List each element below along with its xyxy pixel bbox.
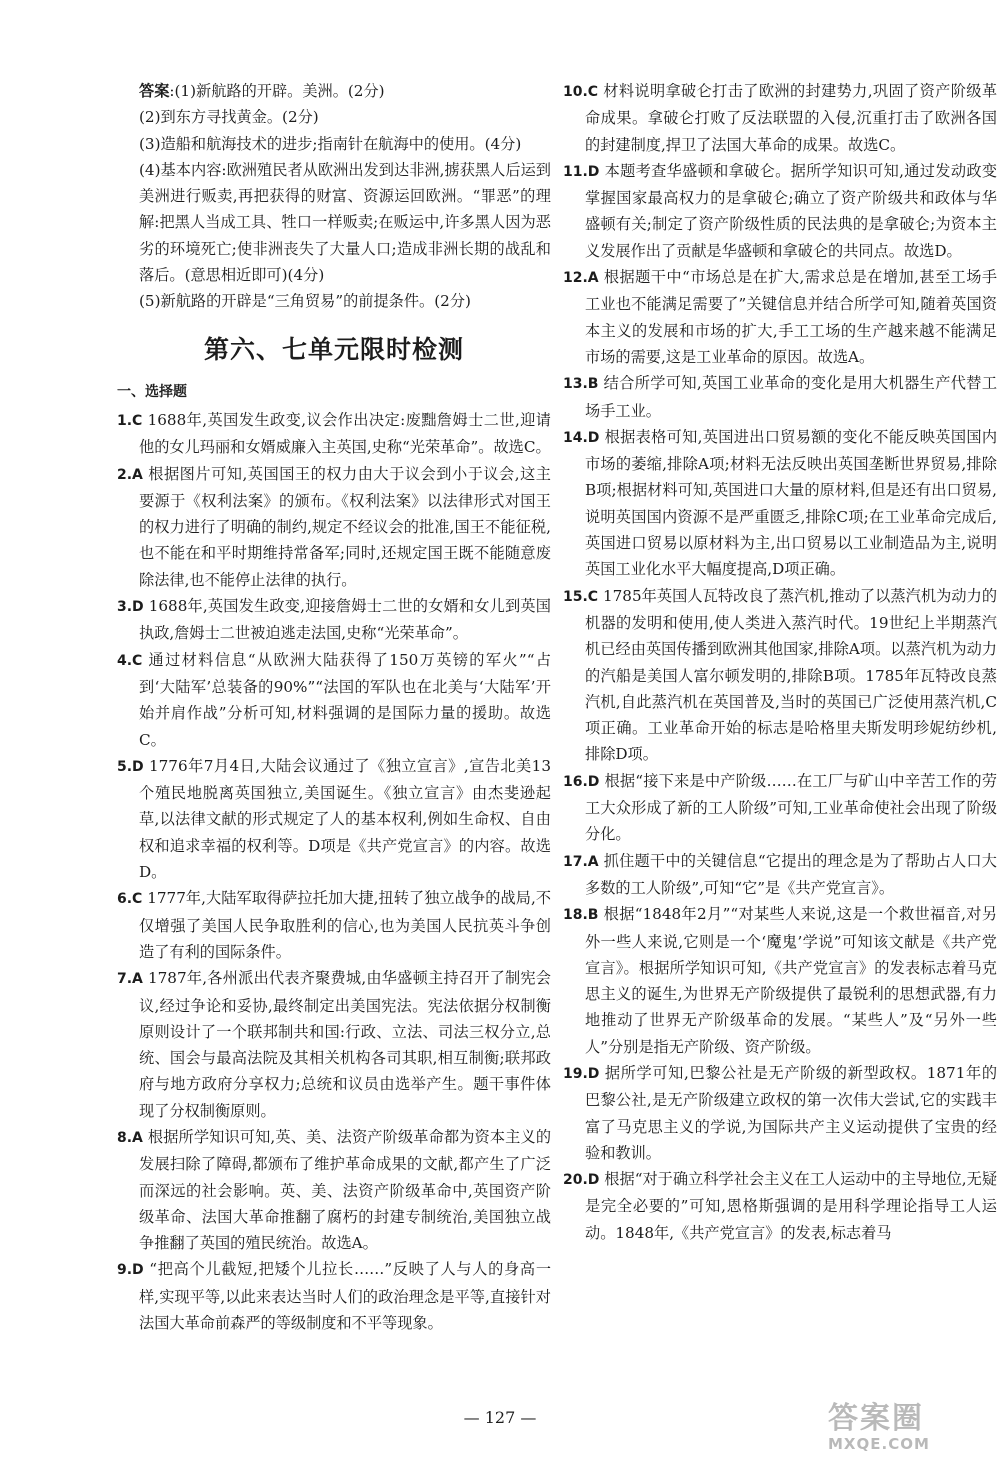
question-item: 6.C 1777年,大陆军取得萨拉托加大捷,扭转了独立战争的战局,不仅增强了美国人民争取胜利的信心,也为美国人民抗英斗争创造了有利的国际条件。: [117, 889, 552, 961]
left-question-list: [117, 407, 551, 1336]
question-item: 1.C 1688年,英国发生政变,议会作出决定:废黜詹姆士二世,迎请他的女儿玛丽和女婿威廉入主英国,史称“光荣革命”。故选C。: [117, 410, 551, 457]
page-number: — 127 —: [463, 1408, 537, 1427]
right-column: [563, 78, 997, 1246]
answer-line: (3)造船和航海技术的进步;指南针在航海中的使用。(4分): [139, 134, 522, 153]
watermark-url: MXQE.COM: [828, 1435, 930, 1453]
question-item: 2.A 根据图片可知,英国国王的权力由大于议会到小于议会,这主要源于《权利法案》的颁布。《权利法案》以法律形式对国王的权力进行了明确的制约,规定不经议会的批准,国王不能征税,也不能在和平时期维持常备军;同时,还规定国王既不能随意废除法律,也不能停止法律的执行。: [117, 464, 551, 589]
question-item: 4.C 通过材料信息“从欧洲大陆获得了150万英镑的军火”“占到‘大陆军’总装备的90%”“法国的军队也在北美与‘大陆军’开始并肩作战”分析可知,材料强调的是国际力量的援助。故选C。: [117, 650, 552, 749]
section-heading: 一、选择题: [117, 383, 187, 400]
answer-line: (4)基本内容:欧洲殖民者从欧洲出发到达非洲,掳获黑人后运到美洲进行贩卖,再把获得的财富、资源运回欧洲。“罪恶”的理解:把黑人当成工具、牲口一样贩卖;在贩运中,许多黑人因为恶劣的环境死亡;使非洲丧失了大量人口;造成非洲长期的战乱和落后。(意思相近即可)(4分): [139, 160, 551, 285]
question-item: 5.D 1776年7月4日,大陆会议通过了《独立宣言》,宣告北美13个殖民地脱离英国独立,美国诞生。《独立宣言》由杰斐逊起草,以法律文献的形式规定了人的基本权利,例如生命权、自由权和追求幸福的权利等。D项是《共产党宣言》的内容。故选D。: [117, 756, 551, 882]
section-title: 第六、七单元限时检测: [203, 334, 464, 364]
watermark-text: 答案圈: [828, 1401, 924, 1436]
question-item: 13.B 结合所学可知,英国工业革命的变化是用大机器生产代替工场手工业。: [563, 374, 998, 420]
left-column: [117, 78, 551, 1336]
question-item: 10.C 材料说明拿破仑打击了欧洲的封建势力,巩固了资产阶级革命成果。拿破仑打败了反法联盟的入侵,沉重打击了欧洲各国的封建制度,捍卫了法国大革命的成果。故选C。: [563, 82, 998, 154]
answer-line: (5)新航路的开辟是“三角贸易”的前提条件。(2分): [139, 292, 471, 311]
question-item: 18.B 根据“1848年2月”“对某些人来说,这是一个救世福音,对另外一些人来说,它则是一个‘魔鬼’学说”可知该文献是《共产党宣言》。根据所学知识可知,《共产党宣言》的发表标志着马克思主义的诞生,为世界无产阶级提供了最锐利的思想武器,有力地推动了世界无产阶级革命的发展。“某些人”及“另外一些人”分别是指无产阶级、资产阶级。: [563, 905, 998, 1056]
question-item: 15.C 1785年英国人瓦特改良了蒸汽机,推动了以蒸汽机为动力的机器的发明和使用,使人类进入蒸汽时代。19世纪上半期蒸汽机已经由英国传播到欧洲其他国家,排除A项。以蒸汽机为动力的汽船是美国人富尔顿发明的,排除B项。1785年瓦特改良蒸汽机,自此蒸汽机在英国普及,当时的英国已广泛使用蒸汽机,C项正确。工业革命开始的标志是哈格里夫斯发明珍妮纺纱机,排除D项。: [563, 586, 998, 764]
answer-line: 答案:(1)新航路的开辟。美洲。(2分): [139, 82, 385, 100]
question-item: 16.D 根据“接下来是中产阶级……在工厂与矿山中辛苦工作的劳工大众形成了新的工人阶级”可知,工业革命使社会出现了阶级分化。: [563, 771, 998, 844]
answer-line: (2)到东方寻找黄金。(2分): [139, 108, 319, 127]
question-item: 9.D “把高个儿截短,把矮个儿拉长……”反映了人与人的身高一样,实现平等,以此来表达当时人们的政治理念是平等,直接针对法国大革命前森严的等级制度和不平等现象。: [117, 1260, 552, 1333]
question-item: 12.A 根据题干中“市场总是在扩大,需求总是在增加,甚至工场手工业也不能满足需要了”关键信息并结合所学可知,随着英国资本主义的发展和市场的扩大,手工工场的生产越来越不能满足市场的需要,这是工业革命的原因。故选A。: [563, 268, 998, 366]
question-item: 7.A 1787年,各州派出代表齐聚费城,由华盛顿主持召开了制宪会议,经过争论和妥协,最终制定出美国宪法。宪法依据分权制衡原则设计了一个联邦制共和国:行政、立法、司法三权分立,总统、国会与最高法院及其相关机构各司其职,相互制衡;联邦政府与地方政府分享权力;总统和议员由选举产生。题干事件体现了分权制衡原则。: [117, 969, 551, 1120]
answer-label: 答案: [139, 82, 170, 100]
answer-block: [117, 78, 551, 315]
question-item: 17.A 抓住题干中的关键信息“它提出的理念是为了帮助占人口大多数的工人阶级”,可知“它”是《共产党宣言》。: [563, 851, 997, 897]
question-item: 8.A 根据所学知识可知,英、美、法资产阶级革命都为资本主义的发展扫除了障碍,都颁布了维护革命成果的文献,都产生了广泛而深远的社会影响。英、美、法资产阶级革命中,英国资产阶级革命、法国大革命推翻了腐朽的封建专制统治,美国独立战争推翻了英国的殖民统治。故选A。: [117, 1127, 552, 1253]
question-item: 20.D 根据“对于确立科学社会主义在工人运动中的主导地位,无疑是完全必要的”可知,恩格斯强调的是用科学理论指导工人运动。1848年,《共产党宣言》的发表,标志着马: [563, 1170, 998, 1242]
question-item: 11.D 本题考查华盛顿和拿破仑。据所学知识可知,通过发动政变掌握国家最高权力的是拿破仑;确立了资产阶级共和政体与华盛顿有关;制定了资产阶级性质的民法典的是拿破仑;为资本主义发展作出了贡献是华盛顿和拿破仑的共同点。故选D。: [563, 161, 998, 260]
watermark-logo: [828, 1402, 978, 1454]
question-item: 19.D 据所学可知,巴黎公社是无产阶级的新型政权。1871年的巴黎公社,是无产阶级建立政权的第一次伟大尝试,它的实践丰富了马克思主义的学说,为国际共产主义运动提供了宝贵的经验和教训。: [563, 1063, 998, 1162]
question-item: 14.D 根据表格可知,英国进出口贸易额的变化不能反映英国国内市场的萎缩,排除A项;材料无法反映出英国垄断世界贸易,排除B项;根据材料可知,英国进口大量的原材料,但是还有出口贸易,说明英国国内资源不是严重匮乏,排除C项;在工业革命完成后,英国进口贸易以原材料为主,出口贸易以工业制造品为主,说明英国工业化水平大幅度提高,D项正确。: [563, 427, 998, 579]
question-item: 3.D 1688年,英国发生政变,迎接詹姆士二世的女婿和女儿到英国执政,詹姆士二世被迫逃走法国,史称“光荣革命”。: [117, 597, 551, 643]
